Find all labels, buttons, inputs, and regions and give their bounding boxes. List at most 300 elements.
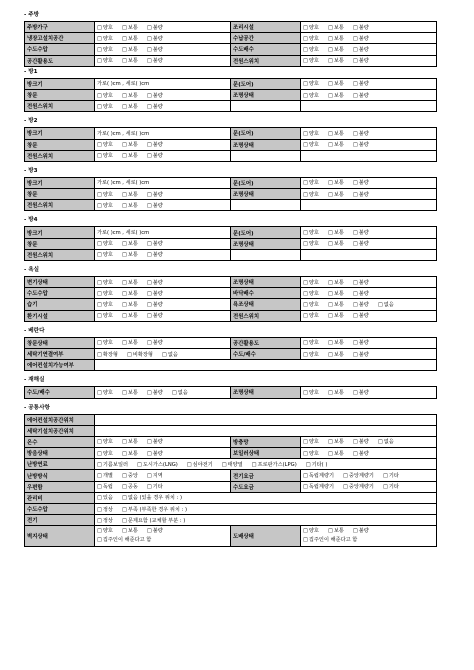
row-options <box>95 310 231 321</box>
row-options <box>301 337 437 348</box>
checkbox-option[interactable]: □ 불량 <box>353 527 369 536</box>
checkbox-option[interactable]: □ 보통 <box>328 301 344 308</box>
switch-options <box>95 249 231 260</box>
checkbox-option[interactable]: □ 불량 <box>353 301 369 308</box>
checkbox-option[interactable]: □ 보통 <box>328 179 344 186</box>
checkbox-option[interactable]: □ 양호 <box>97 141 113 148</box>
checkbox-option[interactable]: □ 보통 <box>122 450 138 457</box>
row-options <box>301 310 437 321</box>
checkbox-option[interactable]: □ 도시가스(LNG) <box>137 461 178 468</box>
table-row <box>25 526 437 547</box>
checkbox-option[interactable]: □ 양호 <box>97 389 113 396</box>
checkbox-option[interactable]: □ 보통 <box>328 35 344 42</box>
row-label: 창문상태 <box>25 337 95 348</box>
checkbox-option[interactable]: □ 보통 <box>328 80 344 87</box>
mailbox-options <box>95 481 231 492</box>
checkbox-option[interactable]: □ 불량 <box>353 229 369 236</box>
row-label: 수도배수 <box>231 44 301 55</box>
row-label: 주방가구 <box>25 22 95 33</box>
empty-cell <box>231 249 301 260</box>
checkbox-option[interactable]: □ 집주인이 해준다고 함 <box>303 536 357 545</box>
row-label: 환기시설 <box>25 310 95 321</box>
checkbox-option[interactable]: □ 양호 <box>303 57 319 64</box>
row-label: 수도/배수 <box>231 348 301 359</box>
checkbox-option[interactable]: □ 불량 <box>353 130 369 137</box>
table-row <box>25 189 437 200</box>
row-options <box>301 436 437 447</box>
checkbox-option[interactable]: □ 독립계량기 <box>303 472 334 479</box>
table-row <box>25 310 437 321</box>
common-section-title: - 공통사항 <box>24 404 50 411</box>
row-label: 전원스위치 <box>231 310 301 321</box>
table-row <box>25 481 437 492</box>
table-row <box>25 139 437 150</box>
checkbox-option[interactable]: □ 중앙계량기 <box>343 483 374 490</box>
checkbox-option[interactable]: □ 불량 <box>147 339 163 346</box>
checkbox-option[interactable]: □ 불량 <box>147 240 163 247</box>
empty-cell <box>301 249 437 260</box>
row-options <box>301 348 437 359</box>
balcony-section-title: - 베란다 <box>24 327 45 334</box>
checkbox-option[interactable]: □ 중앙 <box>122 472 138 479</box>
empty-cell <box>301 150 437 161</box>
row-options <box>95 348 231 359</box>
checkbox-option[interactable]: □ 없음 <box>162 351 178 358</box>
light-options <box>301 89 437 100</box>
row-options <box>301 387 437 398</box>
checkbox-option[interactable]: □ 보통 <box>122 527 138 536</box>
checkbox-option[interactable]: □ 양호 <box>97 301 113 308</box>
checkbox-option[interactable]: □ 보통 <box>328 240 344 247</box>
checkbox-option[interactable]: □ 불량 <box>147 251 163 258</box>
checkbox-option[interactable]: □ 보통 <box>328 229 344 236</box>
checkbox-option[interactable]: □ 보통 <box>122 290 138 297</box>
row-options <box>301 55 437 66</box>
checkbox-option[interactable]: □ 양호 <box>303 46 319 53</box>
checkbox-option[interactable]: □ 보통 <box>122 24 138 31</box>
checkbox-option[interactable]: □ 양호 <box>97 450 113 457</box>
row-label: 냉장고설치공간 <box>25 33 95 44</box>
checkbox-option[interactable]: □ 문제요함 (교체할 부분 : ) <box>122 517 185 524</box>
water-fee-options <box>301 481 437 492</box>
checkbox-option[interactable]: □ 양호 <box>303 191 319 198</box>
checkbox-option[interactable]: □ 심야전기 <box>187 461 213 468</box>
checkbox-option[interactable]: □ 양호 <box>303 80 319 87</box>
papering-label: 도배상태 <box>231 526 301 547</box>
row-options <box>95 277 231 288</box>
checkbox-option[interactable]: □ 프로판가스(LPG) <box>252 461 297 468</box>
row-options <box>301 299 437 310</box>
checkbox-option[interactable]: □ 보통 <box>328 130 344 137</box>
checkbox-option[interactable]: □ 양호 <box>303 240 319 247</box>
table-row <box>25 277 437 288</box>
checkbox-option[interactable]: □ 불량 <box>147 46 163 53</box>
checkbox-option[interactable]: □ 불량 <box>353 46 369 53</box>
checkbox-option[interactable]: □ 양호 <box>97 279 113 286</box>
fuel-options <box>95 459 437 470</box>
checkbox-option[interactable]: □ 비확장형 <box>127 351 153 358</box>
switch-options <box>95 150 231 161</box>
table-row <box>25 387 437 398</box>
table-row <box>25 492 437 503</box>
empty-cell <box>95 360 437 371</box>
checkbox-option[interactable]: □ 보통 <box>328 92 344 99</box>
empty-cell <box>301 101 437 112</box>
row-options <box>95 55 231 66</box>
door-options <box>301 128 437 139</box>
checkbox-option[interactable]: □ 불량 <box>147 312 163 319</box>
row-label: 수도수압 <box>25 44 95 55</box>
table-row <box>25 150 437 161</box>
other-table <box>24 386 437 398</box>
room-size-label: 방크기 <box>25 78 95 89</box>
checkbox-option[interactable]: □ 보통 <box>328 279 344 286</box>
checkbox-option[interactable]: □ 양호 <box>303 141 319 148</box>
checkbox-option[interactable]: □ 보통 <box>328 290 344 297</box>
checkbox-option[interactable]: □ 양호 <box>97 251 113 258</box>
row-options <box>95 33 231 44</box>
checkbox-option[interactable]: □ 불량 <box>147 103 163 110</box>
checkbox-option[interactable]: □ 양호 <box>97 438 113 445</box>
checkbox-option[interactable]: □ 불량 <box>353 290 369 297</box>
checkbox-option[interactable]: □ 불량 <box>353 339 369 346</box>
checkbox-option[interactable]: □ 불량 <box>147 527 163 536</box>
row-label: 조명상태 <box>231 277 301 288</box>
table-row <box>25 78 437 89</box>
checkbox-option[interactable]: □ 불량 <box>353 450 369 457</box>
checkbox-option[interactable]: □ 공동 <box>122 483 138 490</box>
checkbox-option[interactable]: □ 보통 <box>328 438 344 445</box>
checkbox-option[interactable]: □ 보통 <box>122 103 138 110</box>
checkbox-option[interactable]: □ 불량 <box>147 389 163 396</box>
checkbox-option[interactable]: □ 불량 <box>147 191 163 198</box>
checkbox-option[interactable]: □ 보통 <box>122 57 138 64</box>
checkbox-option[interactable]: □ 양호 <box>303 301 319 308</box>
checkbox-option[interactable]: □ 불량 <box>147 438 163 445</box>
empty-cell <box>231 101 301 112</box>
checkbox-option[interactable]: □ 양호 <box>97 24 113 31</box>
row-options <box>95 337 231 348</box>
room-table <box>24 127 437 162</box>
row-label: 방충망 <box>231 436 301 447</box>
checkbox-option[interactable]: □ 불량 <box>353 438 369 445</box>
heating-label: 난방방식 <box>25 470 95 481</box>
aircon-location-label: 에어컨설치공간위치 <box>25 414 95 425</box>
row-options <box>95 22 231 33</box>
switch-label: 전원스위치 <box>25 150 95 161</box>
checkbox-option[interactable]: □ 양호 <box>97 35 113 42</box>
electric-fee-label: 전기요금 <box>231 470 301 481</box>
row-options <box>95 44 231 55</box>
wallpaper-options <box>95 526 231 547</box>
checkbox-option[interactable]: □ 정상 <box>97 506 113 513</box>
checkbox-option[interactable]: □ 불량 <box>147 202 163 209</box>
row-options <box>301 44 437 55</box>
checkbox-option[interactable]: □ 불량 <box>147 57 163 64</box>
checkbox-option[interactable]: □ 불량 <box>147 290 163 297</box>
checkbox-option[interactable]: □ 양호 <box>303 527 319 536</box>
checkbox-option[interactable]: □ 불량 <box>353 179 369 186</box>
table-row <box>25 360 437 371</box>
checkbox-option[interactable]: □ 양호 <box>303 450 319 457</box>
checkbox-option[interactable]: □ 보통 <box>122 312 138 319</box>
checkbox-option[interactable]: □ 확장형 <box>97 351 118 358</box>
checkbox-option[interactable]: □ 양호 <box>303 339 319 346</box>
checkbox-option[interactable]: □ 양호 <box>97 527 113 536</box>
switch-options <box>95 200 231 211</box>
checkbox-option[interactable]: □ 불량 <box>353 240 369 247</box>
checkbox-option[interactable]: □ 양호 <box>97 57 113 64</box>
room-section-title: - 방2 <box>24 118 38 125</box>
aircon-location-input <box>95 414 437 425</box>
checkbox-option[interactable]: □ 기타 <box>147 483 163 490</box>
checkbox-option[interactable]: □ 양호 <box>97 191 113 198</box>
checkbox-option[interactable]: □ 보통 <box>122 35 138 42</box>
light-label: 조명상태 <box>231 89 301 100</box>
checkbox-option[interactable]: □ 불량 <box>353 24 369 31</box>
room-size-input[interactable]: 가로( )cm , 세로( )cm <box>95 128 231 139</box>
checkbox-option[interactable]: □ 있음 <box>97 494 113 501</box>
checkbox-option[interactable]: □ 보통 <box>122 279 138 286</box>
row-options <box>95 299 231 310</box>
checkbox-option[interactable]: □ 기타( ) <box>306 461 328 468</box>
checkbox-option[interactable]: □ 불량 <box>353 92 369 99</box>
row-label: 공간활용도 <box>231 337 301 348</box>
heating-options <box>95 470 231 481</box>
checkbox-option[interactable]: □ 양호 <box>97 152 113 159</box>
checkbox-option[interactable]: □ 보통 <box>122 389 138 396</box>
door-options <box>301 227 437 238</box>
checkbox-option[interactable]: □ 보통 <box>122 301 138 308</box>
checkbox-option[interactable]: □ 불량 <box>147 92 163 99</box>
row-label: 습기 <box>25 299 95 310</box>
row-label: 수도수압 <box>25 288 95 299</box>
checkbox-option[interactable]: □ 보통 <box>328 351 344 358</box>
room-size-label: 방크기 <box>25 227 95 238</box>
table-row <box>25 101 437 112</box>
checkbox-option[interactable]: □ 양호 <box>303 279 319 286</box>
checkbox-option[interactable]: □ 보통 <box>328 527 344 536</box>
checkbox-option[interactable]: □ 불량 <box>147 279 163 286</box>
door-label: 문(도어) <box>231 227 301 238</box>
checkbox-option[interactable]: □ 불량 <box>353 191 369 198</box>
table-row <box>25 177 437 188</box>
row-options <box>95 448 231 459</box>
row-label: 전원스위치 <box>231 55 301 66</box>
checkbox-option[interactable]: □ 불량 <box>147 141 163 148</box>
checkbox-option[interactable]: □ 양호 <box>97 240 113 247</box>
window-options <box>95 189 231 200</box>
table-row <box>25 238 437 249</box>
checkbox-option[interactable]: □ 양호 <box>97 92 113 99</box>
checkbox-option[interactable]: □ 불량 <box>353 80 369 87</box>
checkbox-option[interactable]: □ 중앙계량기 <box>343 472 374 479</box>
checkbox-option[interactable]: □ 보통 <box>328 46 344 53</box>
row-label: 공간활용도 <box>25 55 95 66</box>
checkbox-option[interactable]: □ 불량 <box>353 279 369 286</box>
row-label: 세탁기연결여부 <box>25 348 95 359</box>
checkbox-option[interactable]: □ 불량 <box>147 301 163 308</box>
row-label: 방음상태 <box>25 448 95 459</box>
window-options <box>95 238 231 249</box>
balcony-table <box>24 337 437 372</box>
checkbox-option[interactable]: □ 기름보일러 <box>97 461 128 468</box>
checkbox-option[interactable]: □ 부족 (부족한 경우 위치 : ) <box>122 506 187 513</box>
empty-cell <box>231 150 301 161</box>
wallpaper-label: 벽지상태 <box>25 526 95 547</box>
checkbox-option[interactable]: □ 보통 <box>328 24 344 31</box>
checkbox-option[interactable]: □ 집주인이 해준다고 함 <box>97 536 151 545</box>
papering-options <box>301 526 437 547</box>
checkbox-option[interactable]: □ 기타 <box>383 472 399 479</box>
bath-table <box>24 276 437 322</box>
window-label: 창문 <box>25 89 95 100</box>
checkbox-option[interactable]: □ 독립 <box>97 483 113 490</box>
checkbox-option[interactable]: □ 불량 <box>353 389 369 396</box>
checkbox-option[interactable]: □ 보통 <box>328 339 344 346</box>
checkbox-option[interactable]: □ 불량 <box>353 141 369 148</box>
room-section-title: - 방1 <box>24 68 38 75</box>
checkbox-option[interactable]: □ 없음 <box>172 389 188 396</box>
checkbox-option[interactable]: □ 독립계량기 <box>303 483 334 490</box>
checkbox-option[interactable]: □ 양호 <box>97 46 113 53</box>
light-label: 조명상태 <box>231 189 301 200</box>
door-options <box>301 78 437 89</box>
checkbox-option[interactable]: □ 보통 <box>328 191 344 198</box>
checkbox-option[interactable]: □ 불량 <box>353 57 369 64</box>
laundry-location-input <box>95 425 437 436</box>
checkbox-option[interactable]: □ 보통 <box>328 312 344 319</box>
room-size-input[interactable]: 가로( )cm , 세로( )cm <box>95 227 231 238</box>
electricity-label: 전기 <box>25 515 95 526</box>
room-size-input[interactable]: 가로( )cm , 세로( )cm <box>95 177 231 188</box>
checkbox-option[interactable]: □ 불량 <box>147 450 163 457</box>
checkbox-option[interactable]: □ 없음 (있을 경우 위치 : ) <box>122 494 182 501</box>
checkbox-option[interactable]: □ 불량 <box>147 24 163 31</box>
checkbox-option[interactable]: □ 개별 <box>97 472 113 479</box>
row-label: 보일러상태 <box>231 448 301 459</box>
light-options <box>301 189 437 200</box>
table-row <box>25 470 437 481</box>
empty-cell <box>301 200 437 211</box>
checkbox-option[interactable]: □ 양호 <box>303 438 319 445</box>
checkbox-option[interactable]: □ 양호 <box>303 312 319 319</box>
water-pressure-label: 수도수압 <box>25 504 95 515</box>
checkbox-option[interactable]: □ 정상 <box>97 517 113 524</box>
table-row <box>25 44 437 55</box>
checkbox-option[interactable]: □ 양호 <box>303 389 319 396</box>
checkbox-option[interactable]: □ 보통 <box>122 46 138 53</box>
checkbox-option[interactable]: □ 양호 <box>97 290 113 297</box>
checkbox-option[interactable]: □ 불량 <box>353 35 369 42</box>
checkbox-option[interactable]: □ 보통 <box>122 202 138 209</box>
electricity-options <box>95 515 437 526</box>
checkbox-option[interactable]: □ 보통 <box>328 57 344 64</box>
checkbox-option[interactable]: □ 양호 <box>303 290 319 297</box>
checkbox-option[interactable]: □ 양호 <box>303 351 319 358</box>
checkbox-option[interactable]: □ 보통 <box>328 450 344 457</box>
checkbox-option[interactable]: □ 양호 <box>97 339 113 346</box>
room-table <box>24 78 437 113</box>
row-options <box>95 387 231 398</box>
table-row <box>25 227 437 238</box>
checkbox-option[interactable]: □ 보통 <box>122 141 138 148</box>
table-row <box>25 200 437 211</box>
checkbox-option[interactable]: □ 기타 <box>383 483 399 490</box>
row-label: 변기상태 <box>25 277 95 288</box>
checkbox-option[interactable]: □ 양호 <box>97 202 113 209</box>
checkbox-option[interactable]: □ 보통 <box>328 141 344 148</box>
checkbox-option[interactable]: □ 양호 <box>97 312 113 319</box>
checkbox-option[interactable]: □ 양호 <box>303 24 319 31</box>
table-row <box>25 249 437 260</box>
window-label: 창문 <box>25 189 95 200</box>
table-row <box>25 33 437 44</box>
light-options <box>301 139 437 150</box>
row-label: 수도/배수 <box>25 387 95 398</box>
checkbox-option[interactable]: □ 지역 <box>147 472 163 479</box>
checkbox-option[interactable]: □ 양호 <box>303 92 319 99</box>
checkbox-option[interactable]: □ 양호 <box>303 179 319 186</box>
row-options <box>301 288 437 299</box>
checkbox-option[interactable]: □ 보통 <box>122 92 138 99</box>
row-label: 조리시설 <box>231 22 301 33</box>
other-section-title: - 재해실 <box>24 377 45 384</box>
row-options <box>301 33 437 44</box>
checkbox-option[interactable]: □ 보통 <box>328 389 344 396</box>
table-row <box>25 128 437 139</box>
checkbox-option[interactable]: □ 양호 <box>303 130 319 137</box>
row-options <box>95 436 231 447</box>
checkbox-option[interactable]: □ 태양열 <box>222 461 243 468</box>
row-options <box>95 288 231 299</box>
checkbox-option[interactable]: □ 보통 <box>122 152 138 159</box>
kitchen-table <box>24 21 437 67</box>
checkbox-option[interactable]: □ 없음 <box>378 438 394 445</box>
row-options <box>301 448 437 459</box>
checkbox-option[interactable]: □ 양호 <box>303 229 319 236</box>
switch-options <box>95 101 231 112</box>
checkbox-option[interactable]: □ 양호 <box>97 103 113 110</box>
checkbox-option[interactable]: □ 보통 <box>122 251 138 258</box>
checkbox-option[interactable]: □ 불량 <box>353 351 369 358</box>
bath-section-title: - 욕실 <box>24 267 40 273</box>
table-row <box>25 414 437 425</box>
table-row <box>25 55 437 66</box>
checkbox-option[interactable]: □ 불량 <box>353 312 369 319</box>
table-row <box>25 299 437 310</box>
switch-label: 전원스위치 <box>25 249 95 260</box>
row-label: 조명상태 <box>231 387 301 398</box>
table-row <box>25 337 437 348</box>
checkbox-option[interactable]: □ 불량 <box>147 152 163 159</box>
room-section-title: - 방4 <box>24 217 38 224</box>
checkbox-option[interactable]: □ 보통 <box>122 438 138 445</box>
checkbox-option[interactable]: □ 보통 <box>122 339 138 346</box>
checkbox-option[interactable]: □ 양호 <box>303 35 319 42</box>
checkbox-option[interactable]: □ 불량 <box>147 35 163 42</box>
light-label: 조명상태 <box>231 238 301 249</box>
table-row <box>25 348 437 359</box>
checkbox-option[interactable]: □ 보통 <box>122 240 138 247</box>
window-label: 창문 <box>25 238 95 249</box>
table-row <box>25 425 437 436</box>
electric-fee-options <box>301 470 437 481</box>
checkbox-option[interactable]: □ 보통 <box>122 191 138 198</box>
checkbox-option[interactable]: □ 없음 <box>378 301 394 308</box>
mailbox-label: 우편함 <box>25 481 95 492</box>
room-size-input[interactable]: 가로( )cm , 세로( )cm <box>95 78 231 89</box>
